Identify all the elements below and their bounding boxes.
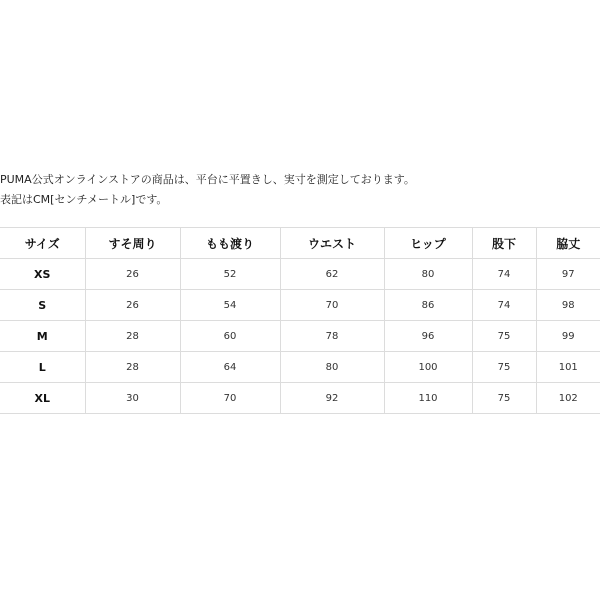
header-hip: ヒップ [384, 228, 472, 259]
measurement-notes [0, 170, 415, 210]
size-label: XL [0, 383, 85, 414]
header-side-length: 脇丈 [536, 228, 600, 259]
size-label: L [0, 352, 85, 383]
table-cell: 80 [384, 259, 472, 290]
table-cell: 30 [85, 383, 180, 414]
table-cell: 110 [384, 383, 472, 414]
table-cell: 102 [536, 383, 600, 414]
header-waist: ウエスト [280, 228, 384, 259]
header-hem: すそ周り [85, 228, 180, 259]
table-cell: 70 [180, 383, 280, 414]
table-cell: 64 [180, 352, 280, 383]
table-cell: 75 [472, 383, 536, 414]
table-cell: 96 [384, 321, 472, 352]
header-size: サイズ [0, 228, 85, 259]
table-row [0, 383, 600, 414]
table-cell: 80 [280, 352, 384, 383]
table-cell: 62 [280, 259, 384, 290]
table-cell: 28 [85, 352, 180, 383]
table-cell: 92 [280, 383, 384, 414]
size-label: XS [0, 259, 85, 290]
table-cell: 26 [85, 290, 180, 321]
note-line-1: PUMA公式オンラインストアの商品は、平台に平置きし、実寸を測定しております。 [0, 173, 415, 186]
table-cell: 60 [180, 321, 280, 352]
header-thigh: もも渡り [180, 228, 280, 259]
table-cell: 98 [536, 290, 600, 321]
table-cell: 74 [472, 259, 536, 290]
table-cell: 75 [472, 352, 536, 383]
table-header-row [0, 228, 600, 259]
table-cell: 86 [384, 290, 472, 321]
table-cell: 54 [180, 290, 280, 321]
table-cell: 26 [85, 259, 180, 290]
size-label: S [0, 290, 85, 321]
table-row [0, 290, 600, 321]
size-label: M [0, 321, 85, 352]
table-cell: 75 [472, 321, 536, 352]
table-cell: 74 [472, 290, 536, 321]
table-row [0, 321, 600, 352]
note-line-2: 表記はCM[センチメートル]です。 [0, 193, 168, 206]
header-inseam: 股下 [472, 228, 536, 259]
table-row [0, 259, 600, 290]
table-cell: 100 [384, 352, 472, 383]
table-row [0, 352, 600, 383]
table-cell: 99 [536, 321, 600, 352]
table-cell: 97 [536, 259, 600, 290]
table-cell: 78 [280, 321, 384, 352]
table-cell: 101 [536, 352, 600, 383]
table-cell: 28 [85, 321, 180, 352]
table-cell: 70 [280, 290, 384, 321]
table-cell: 52 [180, 259, 280, 290]
size-chart-table [0, 227, 600, 414]
